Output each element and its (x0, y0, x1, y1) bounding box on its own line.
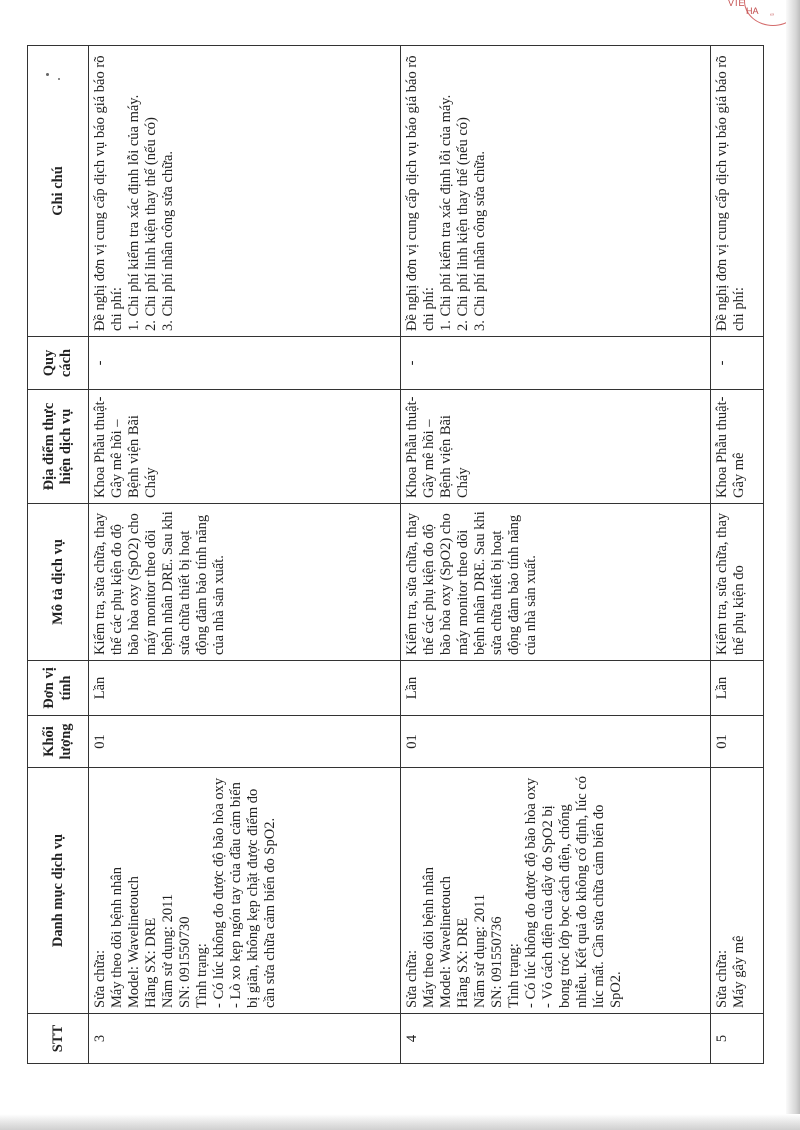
cell-dia-diem: Khoa Phẫu thuật- Gây mê (711, 390, 764, 504)
cell-don-vi: Lần (401, 661, 711, 716)
cell-dia-diem: Khoa Phẫu thuật- Gây mê hồi – Bệnh viện Bãi Cháy (89, 390, 401, 504)
cell-danh-muc: Sửa chữa: Máy theo dõi bệnh nhân Model: Wavelinetouch Hãng SX: DRE Năm sử dụng: 2011 SN: 091550736 Tình trạng: - Có lúc không đo được độ bão hòa oxy - Vỏ cách điện của dây đo SpO2 bị bong tróc lớp bọc cách điện, chống nhiễu. Kết quả đo không cố định, lúc có lúc mất. Cần sửa chữa cảm biến đo SpO2. (401, 768, 711, 1014)
cell-ghi-chu: Đề nghị đơn vị cung cấp dịch vụ báo giá báo rõ chi phí: 1. Chi phí kiểm tra xác định lỗi của máy. 2. Chi phí linh kiện thay thế (nếu có) 3. Chi phí nhân công sửa chữa. (401, 46, 711, 337)
cell-mo-ta: Kiểm tra, sửa chữa, thay thế phụ kiện đo (711, 504, 764, 661)
cell-mo-ta: Kiểm tra, sửa chữa, thay thế các phụ kiện đo độ bão hòa oxy (SpO2) cho máy monitor theo dõi bệnh nhân DRE. Sau khi sửa chữa thiết bị hoạt động đảm bảo tính năng của nhà sản xuất. (89, 504, 401, 661)
cell-stt: 4 (401, 1014, 711, 1064)
cell-ghi-chu: Đề nghị đơn vị cung cấp dịch vụ báo giá báo rõ chi phí: (711, 46, 764, 337)
header-stt: STT (28, 1014, 89, 1064)
header-don-vi: Đơn vị tính (28, 661, 89, 716)
table-row (711, 46, 764, 1064)
table-header-row (28, 46, 89, 1064)
cell-ghi-chu: Đề nghị đơn vị cung cấp dịch vụ báo giá báo rõ chi phí: 1. Chi phí kiểm tra xác định lỗi của máy. 2. Chi phí linh kiện thay thế (nếu có) 3. Chi phí nhân công sửa chữa. (89, 46, 401, 337)
cell-dia-diem: Khoa Phẫu thuật- Gây mê hồi – Bệnh viện Bãi Cháy (401, 390, 711, 504)
cell-danh-muc: Sửa chữa: Máy gây mê (711, 768, 764, 1014)
cell-danh-muc: Sửa chữa: Máy theo dõi bệnh nhân Model: Wavelinetouch Hãng SX: DRE Năm sử dụng: 2011 SN: 091550730 Tình trạng: - Có lúc không đo được độ bão hòa oxy - Lò xo kẹp ngón tay của đầu cảm biến bị giãn, không kẹp chặt được điểm đo cần sửa chữa cảm biến đo SpO2. (89, 768, 401, 1014)
cell-stt: 5 (711, 1014, 764, 1064)
cell-don-vi: Lần (711, 661, 764, 716)
cell-khoi-luong: 01 (711, 716, 764, 768)
header-khoi-luong: Khối lượng (28, 716, 89, 768)
service-table (27, 45, 764, 1064)
scan-edge-right (786, 0, 800, 1130)
header-quy-cach: Quy cách (28, 337, 89, 390)
cell-khoi-luong: 01 (401, 716, 711, 768)
stamp-text-1: VIE (728, 0, 746, 8)
header-ghi-chu: Ghi chú (28, 46, 89, 337)
stamp-text-2: HA (746, 6, 759, 16)
header-mo-ta: Mô tả dịch vụ (28, 504, 89, 661)
cell-don-vi: Lần (89, 661, 401, 716)
table-row (401, 46, 711, 1064)
stamp-text-3: ‘’ (770, 12, 774, 22)
header-dia-diem: Địa điểm thực hiện dịch vụ (28, 390, 89, 504)
cell-quy-cach: - (711, 337, 764, 390)
cell-mo-ta: Kiểm tra, sửa chữa, thay thế các phụ kiện đo độ bão hòa oxy (SpO2) cho máy monitor theo dõi bệnh nhân DRE. Sau khi sửa chữa thiết bị hoạt động đảm bảo tính năng của nhà sản xuất. (401, 504, 711, 661)
cell-quy-cach: - (401, 337, 711, 390)
cell-quy-cach: - (89, 337, 401, 390)
scan-edge-bottom (0, 1114, 800, 1130)
header-danh-muc: Danh mục dịch vụ (28, 768, 89, 1014)
table-row (89, 46, 401, 1064)
cell-stt: 3 (89, 1014, 401, 1064)
cell-khoi-luong: 01 (89, 716, 401, 768)
rotated-service-table-container (27, 46, 763, 1064)
